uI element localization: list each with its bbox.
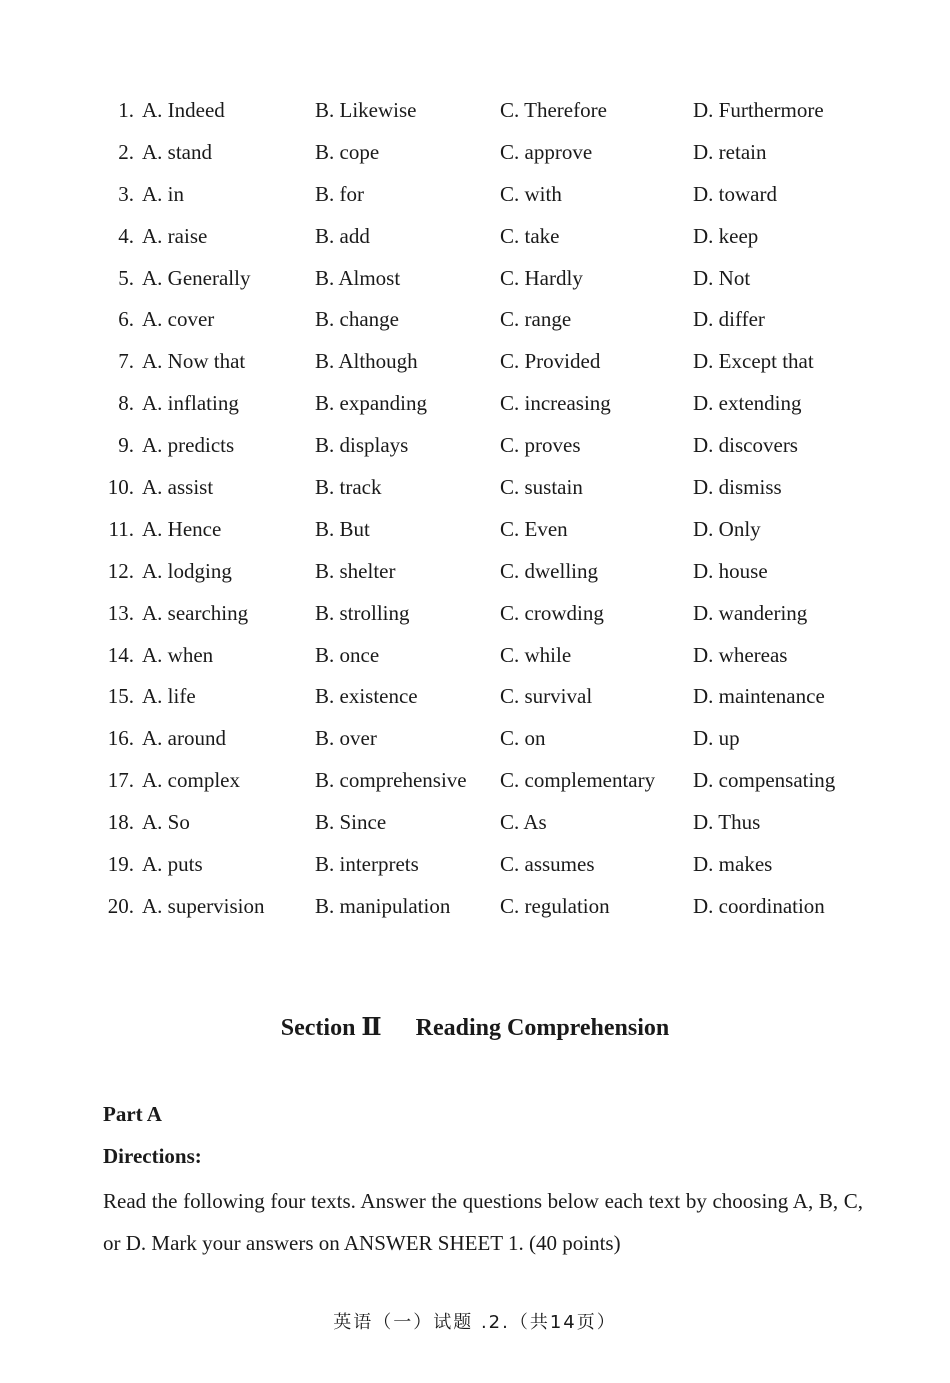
section-heading: [0, 1012, 950, 1042]
option-a: A. in: [142, 181, 184, 206]
question-row: [0, 467, 950, 509]
option-b: B. Almost: [315, 265, 401, 290]
option-c: C. take: [500, 223, 560, 248]
option-a: A. Now that: [142, 349, 246, 374]
option-a: A. cover: [142, 307, 215, 332]
option-d: D. wandering: [693, 600, 808, 625]
question-number: 4.: [118, 223, 134, 248]
option-c: C. Provided: [500, 349, 601, 374]
question-number: 7.: [118, 349, 134, 374]
question-row: [0, 760, 950, 802]
option-d: D. Only: [693, 516, 761, 541]
question-row: [0, 886, 950, 928]
option-a: A. stand: [142, 139, 212, 164]
part-heading: Part A: [103, 1102, 162, 1126]
option-b: B. add: [315, 223, 370, 248]
question-number: 13.: [107, 600, 134, 625]
question-number: 1.: [118, 98, 134, 122]
option-c: C. Hardly: [500, 265, 583, 290]
option-c: C. crowding: [500, 600, 604, 625]
question-row: [0, 593, 950, 635]
question-number: 2.: [118, 139, 134, 164]
option-c: C. with: [500, 181, 562, 206]
directions-heading: Directions:: [103, 1144, 202, 1168]
option-a: A. life: [142, 684, 196, 709]
option-b: B. But: [315, 516, 370, 541]
question-row: [0, 844, 950, 886]
option-d: D. keep: [693, 223, 759, 248]
directions-text: Read the following four texts. Answer the questions below each text by choosing A, B, C, or D. Mark your answers on ANSWER SHEET 1. (40 points): [103, 1189, 863, 1255]
option-b: B. strolling: [315, 600, 410, 625]
question-number: 3.: [118, 181, 134, 206]
option-c: C. increasing: [500, 391, 611, 416]
option-d: D. toward: [693, 181, 777, 206]
option-d: D. up: [693, 726, 740, 751]
question-row: [0, 258, 950, 300]
option-b: B. track: [315, 475, 382, 500]
option-c: C. sustain: [500, 475, 583, 500]
option-d: D. dismiss: [693, 475, 782, 500]
option-b: B. existence: [315, 684, 418, 709]
question-row: [0, 132, 950, 174]
option-c: C. approve: [500, 139, 593, 164]
option-c: C. dwelling: [500, 558, 598, 583]
option-b: B. change: [315, 307, 399, 332]
option-d: D. whereas: [693, 642, 788, 667]
question-number: 11.: [108, 516, 134, 541]
option-d: D. Except that: [693, 349, 814, 374]
question-row: [0, 174, 950, 216]
question-number: 16.: [107, 726, 134, 751]
option-b: B. manipulation: [315, 893, 451, 918]
option-a: A. complex: [142, 768, 240, 793]
option-d: D. house: [693, 558, 768, 583]
section-title: Reading Comprehension: [415, 1015, 670, 1041]
option-d: D. coordination: [693, 893, 825, 918]
option-a: A. So: [142, 810, 190, 835]
option-a: A. around: [142, 726, 226, 751]
question-row: [0, 216, 950, 258]
option-c: C. survival: [500, 684, 593, 709]
option-d: D. compensating: [693, 768, 836, 793]
option-a: A. assist: [142, 475, 214, 500]
option-d: D. Furthermore: [693, 98, 824, 122]
question-number: 20.: [107, 893, 134, 918]
option-c: C. Therefore: [500, 98, 607, 122]
option-a: A. Hence: [142, 516, 222, 541]
page-footer: 英语（一）试题 .2.（共14页）: [333, 1312, 617, 1333]
question-row: [0, 90, 950, 132]
option-a: A. raise: [142, 223, 208, 248]
option-c: C. proves: [500, 433, 581, 458]
option-d: D. extending: [693, 391, 802, 416]
option-a: A. supervision: [142, 893, 265, 918]
option-b: B. Although: [315, 349, 418, 374]
option-c: C. on: [500, 726, 546, 751]
option-c: C. complementary: [500, 768, 656, 793]
question-number: 5.: [118, 265, 134, 290]
option-b: B. for: [315, 181, 364, 206]
option-b: B. cope: [315, 139, 380, 164]
question-row: [0, 635, 950, 677]
question-number: 10.: [107, 475, 134, 500]
option-c: C. As: [500, 810, 547, 835]
question-row: [0, 551, 950, 593]
question-row: [0, 299, 950, 341]
option-d: D. differ: [693, 307, 765, 332]
option-b: B. over: [315, 726, 377, 751]
option-b: B. Likewise: [315, 98, 417, 122]
option-c: C. regulation: [500, 893, 610, 918]
question-number: 15.: [107, 684, 134, 709]
option-a: A. searching: [142, 600, 249, 625]
question-row: [0, 718, 950, 760]
question-number: 6.: [118, 307, 134, 332]
answer-options-list: [0, 90, 950, 928]
question-number: 12.: [107, 558, 134, 583]
question-number: 14.: [107, 642, 134, 667]
option-a: A. puts: [142, 852, 203, 877]
option-c: C. while: [500, 642, 572, 667]
question-row: [0, 676, 950, 718]
option-b: B. comprehensive: [315, 768, 467, 793]
question-row: [0, 425, 950, 467]
option-b: B. once: [315, 642, 380, 667]
question-row: [0, 383, 950, 425]
option-a: A. Generally: [142, 265, 251, 290]
question-number: 8.: [118, 391, 134, 416]
option-b: B. expanding: [315, 391, 427, 416]
option-a: A. lodging: [142, 558, 232, 583]
option-b: B. Since: [315, 810, 387, 835]
question-number: 9.: [118, 433, 134, 458]
question-row: [0, 802, 950, 844]
option-d: D. maintenance: [693, 684, 825, 709]
question-row: [0, 341, 950, 383]
option-a: A. Indeed: [142, 98, 225, 122]
option-b: B. displays: [315, 433, 409, 458]
question-row: [0, 509, 950, 551]
question-number: 18.: [107, 810, 134, 835]
option-c: C. assumes: [500, 852, 595, 877]
option-a: A. inflating: [142, 391, 239, 416]
option-d: D. discovers: [693, 433, 798, 458]
option-b: B. shelter: [315, 558, 396, 583]
section-number: Section Ⅱ: [280, 1015, 382, 1041]
option-a: A. when: [142, 642, 214, 667]
option-b: B. interprets: [315, 852, 419, 877]
option-d: D. makes: [693, 852, 773, 877]
option-d: D. Not: [693, 265, 751, 290]
question-number: 19.: [107, 852, 134, 877]
option-c: C. range: [500, 307, 572, 332]
question-number: 17.: [107, 768, 134, 793]
option-d: D. retain: [693, 139, 767, 164]
option-d: D. Thus: [693, 810, 761, 835]
option-c: C. Even: [500, 516, 568, 541]
option-a: A. predicts: [142, 433, 235, 458]
